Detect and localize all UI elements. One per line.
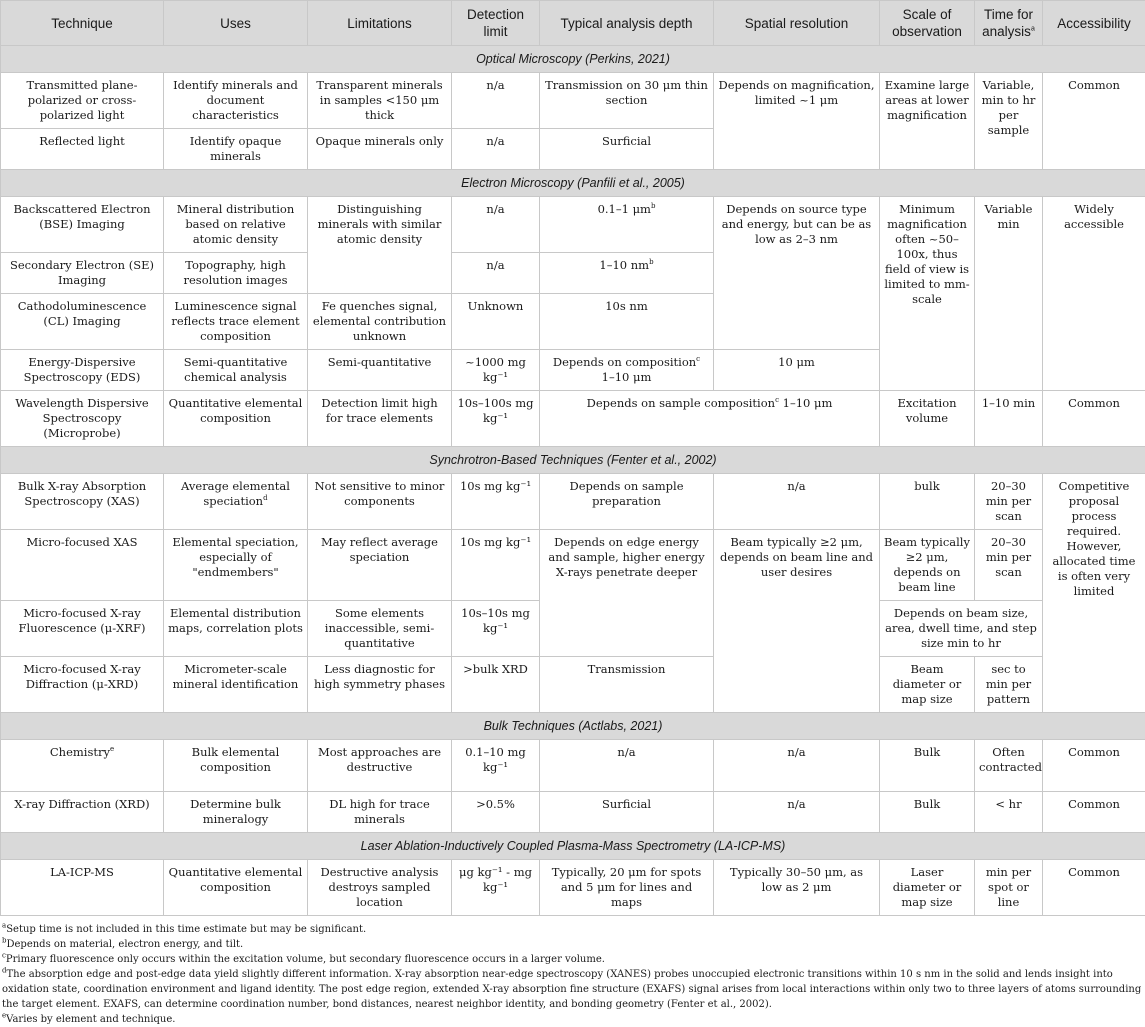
cell-detection: μg kg⁻¹ - mg kg⁻¹ [452,860,540,916]
cell-time: 20–30 min per scan [975,474,1043,530]
cell-scale: Beam typically ≥2 μm, depends on beam line [880,530,975,601]
section-synchrotron: Synchrotron-Based Techniques (Fenter et al., 2002) [1,447,1145,474]
cell-uses: Identify minerals and document characteristics [164,73,308,129]
cell-access: Common [1043,860,1145,916]
cell-detection: 0.1–10 mg kg⁻¹ [452,740,540,792]
cell-access: Common [1043,73,1145,170]
cell-uses: Semi-quantitative chemical analysis [164,350,308,391]
cell-scale: Laser diameter or map size [880,860,975,916]
cell-detection: Unknown [452,294,540,350]
cell-limitations: Most approaches are destructive [308,740,452,792]
header-uses: Uses [164,1,308,46]
cell-scale: Excitation volume [880,391,975,447]
cell-uses: Determine bulk mineralogy [164,792,308,833]
cell-technique: Chemistry$^e$ [1,740,164,792]
section-row [1,46,1145,73]
section-optical: Optical Microscopy (Perkins, 2021) [1,46,1145,73]
cell-limitations: Opaque minerals only [308,129,452,170]
header-row [1,1,1145,46]
cell-resolution: Typically 30–50 μm, as low as 2 μm [714,860,880,916]
cell-access: Competitive proposal process required. However, allocated time is often very limited [1043,474,1145,713]
cell-access: Common [1043,391,1145,447]
section-row [1,713,1145,740]
cell-uses: Bulk elemental composition [164,740,308,792]
cell-technique: Backscattered Electron (BSE) Imaging [1,197,164,253]
cell-time: 1–10 min [975,391,1043,447]
section-bulk: Bulk Techniques (Actlabs, 2021) [1,713,1145,740]
cell-detection: 10s mg kg⁻¹ [452,474,540,530]
cell-detection: >bulk XRD [452,657,540,713]
cell-uses: Quantitative elemental composition [164,391,308,447]
cell-scale: bulk [880,474,975,530]
cell-depth: Depends on sample composition$^c$ 1–10 μm [540,391,880,447]
cell-detection: n/a [452,253,540,294]
section-row [1,833,1145,860]
footnote: $^b$Depends on material, electron energy, and tilt. [2,937,1143,952]
cell-depth: Depends on edge energy and sample, higher energy X-rays penetrate deeper [540,530,714,657]
cell-detection: ~1000 mg kg⁻¹ [452,350,540,391]
cell-time: Often contracted [975,740,1043,792]
cell-limitations: Distinguishing minerals with similar atomic density [308,197,452,294]
cell-detection: n/a [452,197,540,253]
cell-scale: Bulk [880,792,975,833]
header-scale: Scale of observation [880,1,975,46]
table-row [1,391,1145,447]
cell-uses: Topography, high resolution images [164,253,308,294]
cell-depth: Surficial [540,129,714,170]
cell-technique: X-ray Diffraction (XRD) [1,792,164,833]
cell-uses: Elemental distribution maps, correlation plots [164,601,308,657]
table-row [1,860,1145,916]
cell-technique: Micro-focused XAS [1,530,164,601]
cell-limitations: May reflect average speciation [308,530,452,601]
header-time: Time for analysis$^a$ [975,1,1043,46]
cell-scale: Examine large areas at lower magnification [880,73,975,170]
cell-depth: Surficial [540,792,714,833]
footnote: $^a$Setup time is not included in this time estimate but may be significant. [2,922,1143,937]
table-row [1,530,1145,601]
cell-time: Variable min [975,197,1043,391]
table-footnotes [0,916,1145,1027]
section-row [1,170,1145,197]
table-row [1,792,1145,833]
cell-depth: 10s nm [540,294,714,350]
cell-resolution: Depends on magnification, limited ~1 μm [714,73,880,170]
cell-limitations: Not sensitive to minor components [308,474,452,530]
cell-time: 20–30 min per scan [975,530,1043,601]
header-accessibility: Accessibility [1043,1,1145,46]
footnote: $^d$The absorption edge and post-edge data yield slightly different information. X-ray absorption near-edge spectroscopy (XANES) probes unoccupied electronic transitions within 10 s nm in the solid and lends insight into oxidation state, coordination environment and ligand identity. The post edge region, extended X-ray absorption fine structure (EXAFS) signal arises from local interactions within only two to three layers of atoms surrounding the target element. EXAFS, can determine coordination number, bond distances, nearest neighbor identity, and bonding geometry (Fenter et al., 2002). [2,967,1143,1012]
cell-depth: Typically, 20 μm for spots and 5 μm for lines and maps [540,860,714,916]
footnote: $^e$Varies by element and technique. [2,1012,1143,1027]
cell-uses: Luminescence signal reflects trace element composition [164,294,308,350]
cell-technique: Reflected light [1,129,164,170]
cell-uses: Mineral distribution based on relative atomic density [164,197,308,253]
cell-detection: n/a [452,129,540,170]
cell-access: Widely accessible [1043,197,1145,391]
header-detection-limit: Detection limit [452,1,540,46]
cell-depth: Depends on composition$^c$ 1–10 μm [540,350,714,391]
cell-uses: Elemental speciation, especially of "endmembers" [164,530,308,601]
cell-resolution: 10 μm [714,350,880,391]
section-laser: Laser Ablation-Inductively Coupled Plasma-Mass Spectrometry (LA-ICP-MS) [1,833,1145,860]
cell-scale-time: Depends on beam size, area, dwell time, and step size min to hr [880,601,1043,657]
cell-time: Variable, min to hr per sample [975,73,1043,170]
cell-limitations: Less diagnostic for high symmetry phases [308,657,452,713]
cell-detection: 10s–10s mg kg⁻¹ [452,601,540,657]
cell-uses: Identify opaque minerals [164,129,308,170]
table-row [1,740,1145,792]
cell-uses: Quantitative elemental composition [164,860,308,916]
cell-access: Common [1043,740,1145,792]
section-row [1,447,1145,474]
header-technique: Technique [1,1,164,46]
cell-resolution: n/a [714,474,880,530]
cell-uses: Average elemental speciation$^d$ [164,474,308,530]
cell-uses: Micrometer-scale mineral identification [164,657,308,713]
cell-scale: Bulk [880,740,975,792]
cell-limitations: DL high for trace minerals [308,792,452,833]
cell-time: < hr [975,792,1043,833]
section-electron: Electron Microscopy (Panfili et al., 2005) [1,170,1145,197]
cell-limitations: Transparent minerals in samples <150 μm thick [308,73,452,129]
cell-resolution: n/a [714,792,880,833]
cell-technique: Transmitted plane-polarized or cross-polarized light [1,73,164,129]
header-spatial-resolution: Spatial resolution [714,1,880,46]
cell-time: sec to min per pattern [975,657,1043,713]
header-analysis-depth: Typical analysis depth [540,1,714,46]
cell-limitations: Fe quenches signal, elemental contribution unknown [308,294,452,350]
cell-detection: >0.5% [452,792,540,833]
cell-detection: 10s–100s mg kg⁻¹ [452,391,540,447]
cell-technique: Bulk X-ray Absorption Spectroscopy (XAS) [1,474,164,530]
cell-technique: Micro-focused X-ray Fluorescence (μ-XRF) [1,601,164,657]
cell-technique: Cathodoluminescence (CL) Imaging [1,294,164,350]
cell-depth: Depends on sample preparation [540,474,714,530]
cell-depth: Transmission [540,657,714,713]
cell-detection: 10s mg kg⁻¹ [452,530,540,601]
cell-depth: 0.1–1 $\mu m^b$ [540,197,714,253]
cell-limitations: Some elements inaccessible, semi-quantitative [308,601,452,657]
cell-limitations: Detection limit high for trace elements [308,391,452,447]
table-row [1,474,1145,530]
cell-time: min per spot or line [975,860,1043,916]
cell-limitations: Semi-quantitative [308,350,452,391]
cell-technique: Micro-focused X-ray Diffraction (μ-XRD) [1,657,164,713]
cell-limitations: Destructive analysis destroys sampled location [308,860,452,916]
cell-technique: Wavelength Dispersive Spectroscopy (Microprobe) [1,391,164,447]
cell-resolution: Depends on source type and energy, but can be as low as 2–3 nm [714,197,880,350]
cell-scale: Minimum magnification often ~50–100x, thus field of view is limited to mm-scale [880,197,975,391]
cell-access: Common [1043,792,1145,833]
table-row [1,657,1145,713]
cell-depth: Transmission on 30 μm thin section [540,73,714,129]
cell-technique: Secondary Electron (SE) Imaging [1,253,164,294]
cell-technique: LA-ICP-MS [1,860,164,916]
footnote: $^c$Primary fluorescence only occurs within the excitation volume, but secondary fluorescence occurs in a larger volume. [2,952,1143,967]
cell-resolution: Beam typically ≥2 μm, depends on beam line and user desires [714,530,880,713]
table-row [1,197,1145,253]
cell-depth: 1–10 $nm^b$ [540,253,714,294]
cell-detection: n/a [452,73,540,129]
header-limitations: Limitations [308,1,452,46]
table-row [1,73,1145,129]
cell-resolution: n/a [714,740,880,792]
cell-technique: Energy-Dispersive Spectroscopy (EDS) [1,350,164,391]
cell-depth: n/a [540,740,714,792]
cell-scale: Beam diameter or map size [880,657,975,713]
